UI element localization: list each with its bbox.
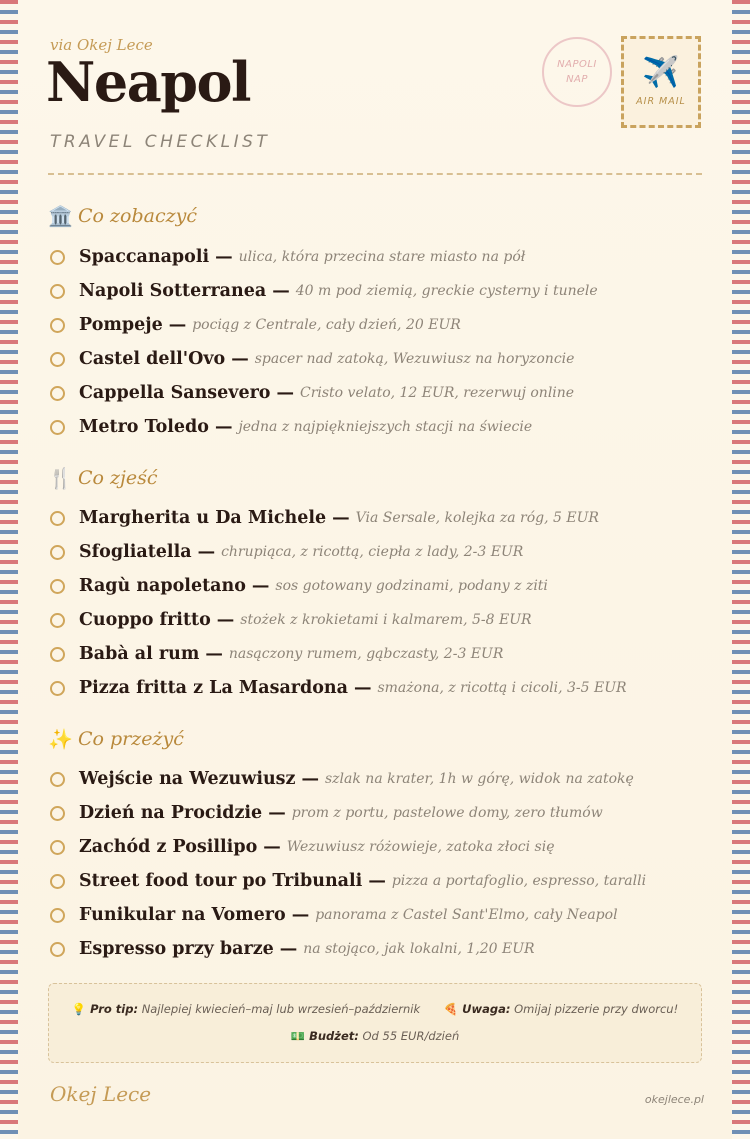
item-name: Funikular na Vomero [79,905,286,925]
lightbulb-icon: 💡 [71,1002,87,1016]
section-header-eat [48,466,158,490]
checklist-item[interactable]: Pompeje — pociąg z Centrale, cały dzień, 20 EUR [48,308,710,342]
section-header-experience [48,727,184,751]
pro-tip-label: Pro tip: [90,1002,139,1016]
page-title: Neapol [46,50,250,114]
section-title: Co zobaczyć [78,205,197,227]
air-mail-stamp [621,36,701,128]
item-name: Napoli Sotterranea [79,281,267,301]
checkbox-circle[interactable] [50,874,65,889]
checklist-item[interactable]: Castel dell'Ovo — spacer nad zatoką, Wezuwiusz na horyzoncie [48,342,710,376]
checklist-item[interactable]: Wejście na Wezuwiusz — szlak na krater, 1h w górę, widok na zatokę [48,762,710,796]
airmail-border-right [732,0,750,1139]
item-description: pizza a portafoglio, espresso, taralli [391,873,647,889]
checkbox-circle[interactable] [50,420,65,435]
section-header-see [48,204,197,228]
airmail-border-left [0,0,18,1139]
checkbox-circle[interactable] [50,942,65,957]
checklist-experience [48,762,710,966]
item-description: spacer nad zatoką, Wezuwiusz na horyzoncie [254,351,575,367]
sparkles-icon: ✨ [48,727,73,751]
checkbox-circle[interactable] [50,250,65,265]
pro-tip [72,1002,420,1016]
pro-tip-text: Najlepiej kwiecień–maj lub wrzesień–październik [141,1002,421,1016]
pizza-icon: 🍕 [443,1002,459,1016]
checkbox-circle[interactable] [50,579,65,594]
checkbox-circle[interactable] [50,318,65,333]
checklist-item[interactable]: Street food tour po Tribunali — pizza a portafoglio, espresso, taralli [48,864,710,898]
checkbox-circle[interactable] [50,613,65,628]
checkbox-circle[interactable] [50,772,65,787]
money-icon: 💵 [290,1029,306,1043]
checklist-item[interactable]: Dzień na Procidzie — prom z portu, pastelowe domy, zero tłumów [48,796,710,830]
page-subtitle: TRAVEL CHECKLIST [50,132,271,152]
checklist-item[interactable]: Cuoppo fritto — stożek z krokietami i kalmarem, 5-8 EUR [48,603,710,637]
item-description: nasączony rumem, gąbczasty, 2-3 EUR [228,646,504,662]
item-description: panorama z Castel Sant'Elmo, cały Neapol [315,907,618,923]
item-name: Street food tour po Tribunali [79,871,363,891]
item-description: sos gotowany godzinami, podany z ziti [275,578,548,594]
checkbox-circle[interactable] [50,681,65,696]
item-name: Metro Toledo [79,417,209,437]
checklist-item[interactable]: Napoli Sotterranea — 40 m pod ziemią, greckie cysterny i tunele [48,274,710,308]
budget-tip [291,1029,460,1043]
checklist-item[interactable]: Spaccanapoli — ulica, która przecina stare miasto na pół [48,240,710,274]
checkbox-circle[interactable] [50,840,65,855]
item-name: Zachód z Posillipo [79,837,258,857]
checkbox-circle[interactable] [50,806,65,821]
item-name: Babà al rum [79,644,200,664]
section-title: Co przeżyć [78,728,184,750]
budget-text: Od 55 EUR/dzień [362,1029,460,1043]
item-name: Castel dell'Ovo [79,349,226,369]
postmark-line1: NAPOLI [557,59,597,70]
checklist-item[interactable]: Espresso przy barze — na stojąco, jak lokalni, 1,20 EUR [48,932,710,966]
budget-label: Budżet: [309,1029,359,1043]
checkbox-circle[interactable] [50,352,65,367]
tips-box [48,983,702,1063]
item-name: Pompeje [79,315,163,335]
item-description: prom z portu, pastelowe domy, zero tłumów [291,805,603,821]
item-name: Wejście na Wezuwiusz [79,769,296,789]
brand-signature: Okej Lece [50,1082,152,1106]
item-description: na stojąco, jak lokalni, 1,20 EUR [303,941,535,957]
item-description: pociąg z Centrale, cały dzień, 20 EUR [192,317,461,333]
checkbox-circle[interactable] [50,284,65,299]
checkbox-circle[interactable] [50,511,65,526]
item-description: smażona, z ricottą i cicoli, 3-5 EUR [377,680,627,696]
header-divider [48,173,702,175]
checklist-item[interactable]: Babà al rum — nasączony rumem, gąbczasty, 2-3 EUR [48,637,710,671]
item-description: szlak na krater, 1h w górę, widok na zatokę [324,771,634,787]
checkbox-circle[interactable] [50,545,65,560]
checklist-item[interactable]: Ragù napoletano — sos gotowany godzinami, podany z ziti [48,569,710,603]
checklist-item[interactable]: Margherita u Da Michele — Via Sersale, kolejka za róg, 5 EUR [48,501,710,535]
item-description: jedna z najpiękniejszych stacji na świecie [238,419,533,435]
item-name: Pizza fritta z La Masardona [79,678,348,698]
checkbox-circle[interactable] [50,908,65,923]
item-description: Cristo velato, 12 EUR, rezerwuj online [299,385,575,401]
warning-text: Omijaj pizzerie przy dworcu! [514,1002,679,1016]
section-title: Co zjeść [78,467,158,489]
item-name: Cappella Sansevero [79,383,271,403]
checklist-eat [48,501,710,705]
checklist-item[interactable]: Cappella Sansevero — Cristo velato, 12 EUR, rezerwuj online [48,376,710,410]
warning-tip [444,1002,678,1016]
item-description: 40 m pod ziemią, greckie cysterny i tunele [295,283,598,299]
item-description: chrupiąca, z ricottą, ciepła z lady, 2-3 EUR [221,544,524,560]
fork-knife-icon: 🍴 [48,466,73,490]
item-description: Wezuwiusz różowieje, zatoka złoci się [286,839,555,855]
checklist-item[interactable]: Zachód z Posillipo — Wezuwiusz różowieje, zatoka złoci się [48,830,710,864]
checklist-item[interactable]: Metro Toledo — jedna z najpiękniejszych stacji na świecie [48,410,710,444]
checklist-item[interactable]: Sfogliatella — chrupiąca, z ricottą, ciepła z lady, 2-3 EUR [48,535,710,569]
item-name: Cuoppo fritto [79,610,211,630]
item-name: Sfogliatella [79,542,192,562]
museum-icon: 🏛️ [48,204,73,228]
item-name: Margherita u Da Michele [79,508,327,528]
via-label: via Okej Lece [50,36,153,54]
checklist-item[interactable]: Pizza fritta z La Masardona — smażona, z ricottą i cicoli, 3-5 EUR [48,671,710,705]
airplane-icon: ✈️ [642,54,680,90]
item-name: Espresso przy barze [79,939,274,959]
postmark [542,37,612,107]
item-description: stożek z krokietami i kalmarem, 5-8 EUR [240,612,532,628]
item-name: Ragù napoletano [79,576,246,596]
item-name: Dzień na Procidzie [79,803,263,823]
checkbox-circle[interactable] [50,647,65,662]
checkbox-circle[interactable] [50,386,65,401]
checklist-see [48,240,710,444]
warning-label: Uwaga: [462,1002,511,1016]
item-description: ulica, która przecina stare miasto na pół [238,249,526,265]
checklist-item[interactable]: Funikular na Vomero — panorama z Castel Sant'Elmo, cały Neapol [48,898,710,932]
item-name: Spaccanapoli [79,247,210,267]
item-description: Via Sersale, kolejka za róg, 5 EUR [355,510,599,526]
site-link[interactable]: okejlece.pl [644,1093,704,1106]
postmark-line2: NAP [566,74,588,85]
stamp-label: AIR MAIL [636,95,686,107]
